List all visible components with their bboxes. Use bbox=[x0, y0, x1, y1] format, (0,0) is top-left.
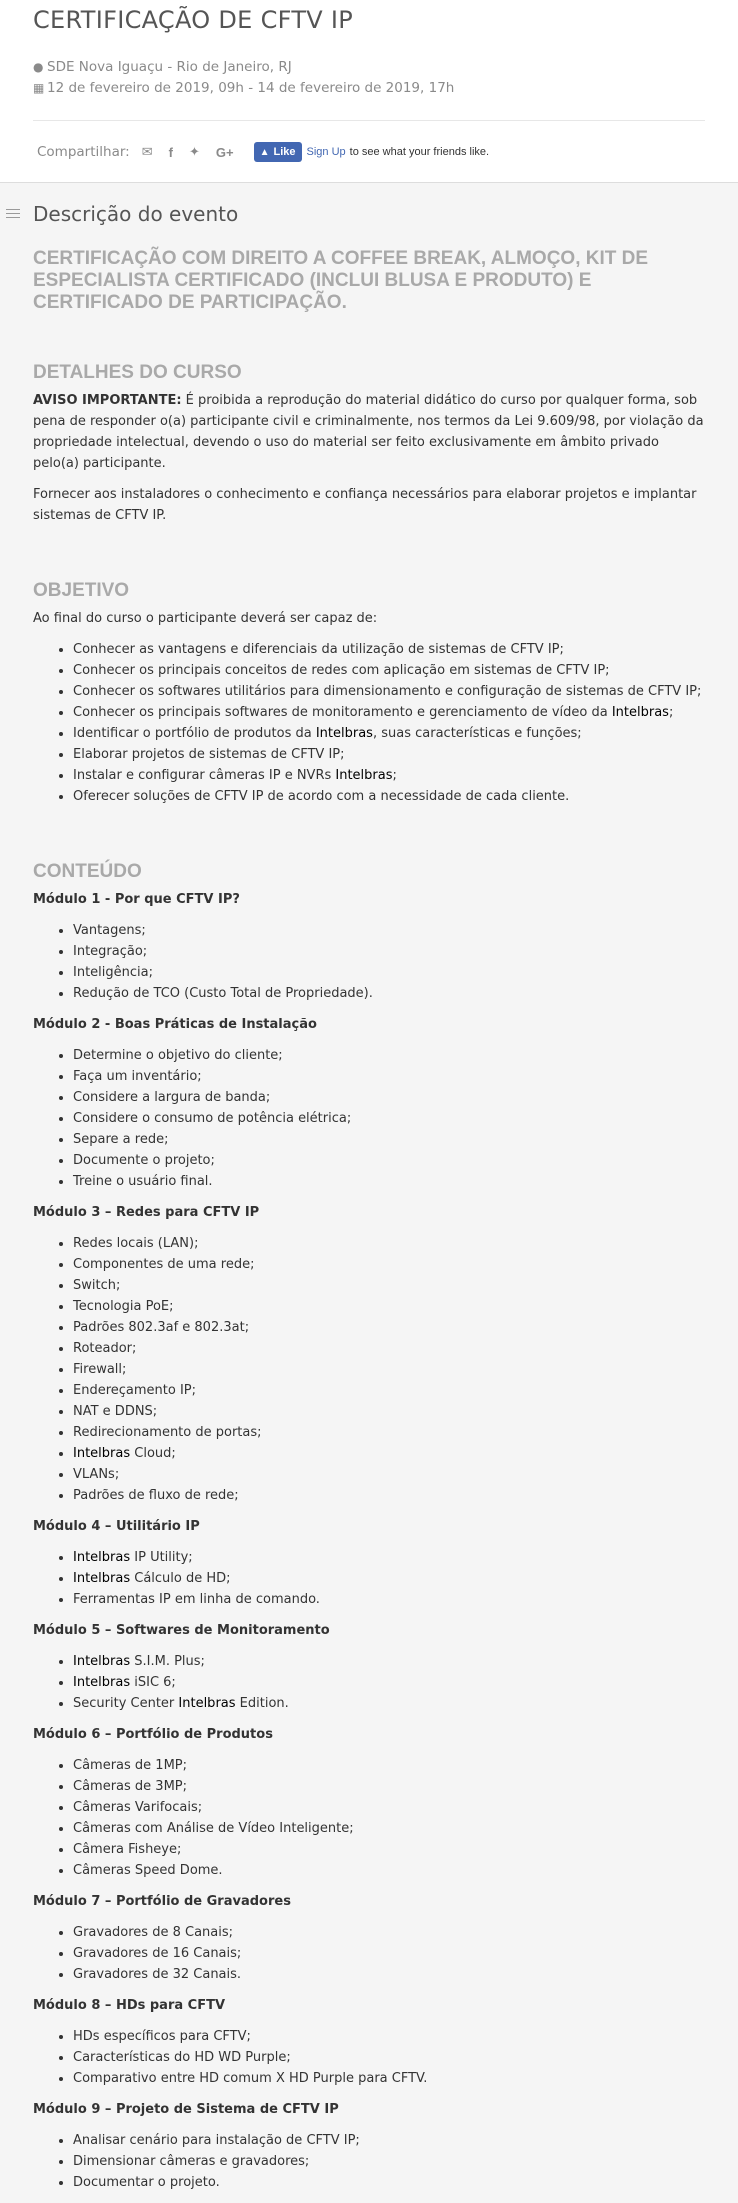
module-list bbox=[33, 1233, 708, 1506]
facebook-like-widget bbox=[254, 142, 489, 162]
item-text: Padrões de fluxo de rede; bbox=[73, 1488, 239, 1503]
list-item bbox=[73, 1797, 708, 1818]
item-text: Câmeras Speed Dome. bbox=[73, 1863, 223, 1878]
item-text: Treine o usuário final. bbox=[73, 1174, 213, 1189]
calendar-icon: ▦ bbox=[33, 81, 45, 95]
item-text: Documente o projeto; bbox=[73, 1153, 215, 1168]
list-item bbox=[73, 786, 708, 807]
list-item bbox=[73, 1296, 708, 1317]
module-title: Módulo 5 – Softwares de Monitoramento bbox=[33, 1623, 330, 1638]
item-text: Firewall; bbox=[73, 1362, 127, 1377]
facebook-like-button[interactable] bbox=[254, 142, 302, 162]
list-item bbox=[73, 1443, 708, 1464]
module-title: Módulo 2 - Boas Práticas de Instalação bbox=[33, 1017, 317, 1032]
item-text: Considere a largura de banda; bbox=[73, 1090, 271, 1105]
item-text: Redução de TCO (Custo Total de Propriedade). bbox=[73, 986, 373, 1001]
item-text: Ferramentas IP em linha de comando. bbox=[73, 1592, 320, 1607]
item-text: Considere o consumo de potência elétrica; bbox=[73, 1111, 352, 1126]
envelope-icon[interactable]: ✉ bbox=[141, 144, 153, 160]
module-list bbox=[33, 920, 708, 1004]
item-text: Roteador; bbox=[73, 1341, 137, 1356]
item-text: , suas características e funções; bbox=[372, 726, 582, 741]
modules-container bbox=[33, 889, 708, 2193]
twitter-icon[interactable]: ✦ bbox=[188, 144, 200, 160]
item-text: Conhecer os principais softwares de monitoramento e gerenciamento de vídeo da bbox=[73, 705, 612, 720]
list-item bbox=[73, 1776, 708, 1797]
list-item bbox=[73, 1233, 708, 1254]
list-item bbox=[73, 1422, 708, 1443]
list-item bbox=[73, 1108, 708, 1129]
item-text: Conhecer as vantagens e diferenciais da utilização de sistemas de CFTV IP; bbox=[73, 642, 564, 657]
list-item bbox=[73, 2026, 708, 2047]
list-item bbox=[73, 1943, 708, 1964]
date-text: 12 de fevereiro de 2019, 09h - 14 de fevereiro de 2019, 17h bbox=[47, 80, 455, 96]
brand-name: Intelbras bbox=[315, 726, 373, 741]
item-text: Padrões 802.3af e 802.3at; bbox=[73, 1320, 250, 1335]
item-text: Determine o objetivo do cliente; bbox=[73, 1048, 283, 1063]
brand-name: Intelbras bbox=[611, 705, 669, 720]
brand-name: Intelbras bbox=[178, 1696, 236, 1711]
list-item bbox=[73, 639, 708, 660]
item-text: Analisar cenário para instalação de CFTV IP; bbox=[73, 2133, 360, 2148]
item-text: Gravadores de 16 Canais; bbox=[73, 1946, 242, 1961]
list-item bbox=[73, 1547, 708, 1568]
module-list bbox=[33, 1547, 708, 1610]
module-title: Módulo 1 - Por que CFTV IP? bbox=[33, 892, 240, 907]
module-list bbox=[33, 1922, 708, 1985]
item-text: Câmeras de 1MP; bbox=[73, 1758, 188, 1773]
lead-heading: CERTIFICAÇÃO COM DIREITO A COFFEE BREAK, ALMOÇO, KIT DE ESPECIALISTA CERTIFICADO (INCLUI BLUSA E PRODUTO) E CERTIFICADO DE PARTICIPAÇÃO. bbox=[33, 248, 649, 313]
item-text: Inteligência; bbox=[73, 965, 153, 980]
event-header bbox=[0, 0, 738, 183]
item-text: Dimensionar câmeras e gravadores; bbox=[73, 2154, 310, 2169]
list-item bbox=[73, 681, 708, 702]
list-item bbox=[73, 1568, 708, 1589]
item-text: Security Center bbox=[73, 1696, 179, 1711]
item-text: Gravadores de 8 Canais; bbox=[73, 1925, 234, 1940]
item-text: Switch; bbox=[73, 1278, 121, 1293]
item-text: IP Utility; bbox=[130, 1550, 193, 1565]
list-item bbox=[73, 765, 708, 786]
list-item bbox=[73, 941, 708, 962]
fb-text: to see what your friends like. bbox=[349, 146, 490, 158]
notice-text: É proibida a reprodução do material didático do curso por qualquer forma, sob pena de responder o(a) participante civil e criminalmente, nos termos da Lei 9.609/98, por violação da propriedade intelectual, devendo o uso do material ser feito exclusivamente em âmbito privado pelo(a) participante. bbox=[33, 393, 704, 471]
event-location bbox=[33, 59, 292, 75]
objective-list bbox=[33, 639, 708, 807]
list-item bbox=[73, 1045, 708, 1066]
notice-paragraph bbox=[33, 390, 708, 474]
list-item bbox=[73, 2068, 708, 2089]
item-text: Redes locais (LAN); bbox=[73, 1236, 199, 1251]
list-item bbox=[73, 2047, 708, 2068]
module-title: Módulo 9 – Projeto de Sistema de CFTV IP bbox=[33, 2102, 339, 2117]
item-text: HDs específicos para CFTV; bbox=[73, 2029, 251, 2044]
list-item bbox=[73, 1485, 708, 1506]
item-text: VLANs; bbox=[73, 1467, 120, 1482]
location-text: SDE Nova Iguaçu - Rio de Janeiro, RJ bbox=[47, 59, 292, 75]
module-list bbox=[33, 1651, 708, 1714]
list-item bbox=[73, 702, 708, 723]
list-item bbox=[73, 1359, 708, 1380]
objective-heading: OBJETIVO bbox=[33, 580, 130, 601]
item-text: Oferecer soluções de CFTV IP de acordo com a necessidade de cada cliente. bbox=[73, 789, 570, 804]
content-heading: CONTEÚDO bbox=[33, 861, 142, 882]
module-title: Módulo 4 – Utilitário IP bbox=[33, 1519, 200, 1534]
list-item bbox=[73, 1275, 708, 1296]
brand-name: Intelbras bbox=[335, 768, 393, 783]
page-title: CERTIFICAÇÃO DE CFTV IP bbox=[33, 6, 354, 34]
list-item bbox=[73, 1589, 708, 1610]
event-date bbox=[33, 80, 454, 96]
list-item bbox=[73, 1317, 708, 1338]
list-item bbox=[73, 1755, 708, 1776]
objective-intro: Ao final do curso o participante deverá ser capaz de: bbox=[33, 611, 378, 626]
list-item bbox=[73, 1254, 708, 1275]
module-title: Módulo 3 – Redes para CFTV IP bbox=[33, 1205, 260, 1220]
item-text: Integração; bbox=[73, 944, 148, 959]
brand-name: Intelbras bbox=[73, 1675, 131, 1690]
list-item bbox=[73, 1922, 708, 1943]
item-text: Câmeras com Análise de Vídeo Inteligente; bbox=[73, 1821, 354, 1836]
list-item bbox=[73, 920, 708, 941]
section-title: Descrição do evento bbox=[33, 202, 239, 226]
list-item bbox=[73, 723, 708, 744]
list-item bbox=[73, 983, 708, 1004]
item-text: Câmera Fisheye; bbox=[73, 1842, 182, 1857]
list-item bbox=[73, 2172, 708, 2193]
item-text: Elaborar projetos de sistemas de CFTV IP; bbox=[73, 747, 345, 762]
item-text: Câmeras de 3MP; bbox=[73, 1779, 188, 1794]
list-item bbox=[73, 1818, 708, 1839]
list-item bbox=[73, 1066, 708, 1087]
item-text: NAT e DDNS; bbox=[73, 1404, 158, 1419]
item-text: iSIC 6; bbox=[130, 1675, 176, 1690]
facebook-icon[interactable]: f bbox=[168, 144, 173, 160]
list-item bbox=[73, 1150, 708, 1171]
list-item bbox=[73, 744, 708, 765]
list-item bbox=[73, 1464, 708, 1485]
list-item bbox=[73, 1693, 708, 1714]
item-text: Vantagens; bbox=[73, 923, 146, 938]
item-text: Identificar o portfólio de produtos da bbox=[73, 726, 316, 741]
item-text: S.I.M. Plus; bbox=[130, 1654, 205, 1669]
item-text: Edition. bbox=[235, 1696, 289, 1711]
item-text: Gravadores de 32 Canais. bbox=[73, 1967, 242, 1982]
module-list bbox=[33, 1045, 708, 1192]
list-item bbox=[73, 1839, 708, 1860]
item-text: Instalar e configurar câmeras IP e NVRs bbox=[73, 768, 336, 783]
item-text: Conhecer os principais conceitos de redes com aplicação em sistemas de CFTV IP; bbox=[73, 663, 610, 678]
share-label: Compartilhar: bbox=[37, 144, 130, 160]
module-list bbox=[33, 1755, 708, 1881]
module-list bbox=[33, 2026, 708, 2089]
list-item bbox=[73, 1129, 708, 1150]
list-item bbox=[73, 1672, 708, 1693]
fb-signup-link[interactable]: Sign Up bbox=[306, 146, 346, 158]
item-text: Conhecer os softwares utilitários para dimensionamento e configuração de sistemas de CFTV IP; bbox=[73, 684, 702, 699]
list-item bbox=[73, 660, 708, 681]
google-plus-icon[interactable]: G+ bbox=[215, 144, 234, 160]
module-list bbox=[33, 2130, 708, 2193]
list-item bbox=[73, 962, 708, 983]
item-text: Endereçamento IP; bbox=[73, 1383, 197, 1398]
item-text: ; bbox=[392, 768, 397, 783]
item-text: Faça um inventário; bbox=[73, 1069, 202, 1084]
brand-name: Intelbras bbox=[73, 1654, 131, 1669]
list-item bbox=[73, 1338, 708, 1359]
details-paragraph: Fornecer aos instaladores o conhecimento e confiança necessários para elaborar projetos e implantar sistemas de CFTV IP. bbox=[33, 487, 697, 523]
list-icon bbox=[6, 209, 20, 221]
brand-name: Intelbras bbox=[73, 1446, 131, 1461]
list-item bbox=[73, 1651, 708, 1672]
divider bbox=[33, 120, 705, 121]
item-text: Câmeras Varifocais; bbox=[73, 1800, 203, 1815]
share-bar bbox=[37, 142, 489, 162]
map-marker-icon: ● bbox=[33, 60, 44, 74]
list-item bbox=[73, 1964, 708, 1985]
item-text: Características do HD WD Purple; bbox=[73, 2050, 291, 2065]
item-text: Documentar o projeto. bbox=[73, 2175, 220, 2190]
item-text: ; bbox=[668, 705, 674, 720]
list-item bbox=[73, 1380, 708, 1401]
event-description bbox=[33, 248, 708, 2203]
brand-name: Intelbras bbox=[73, 1571, 131, 1586]
list-item bbox=[73, 1401, 708, 1422]
list-item bbox=[73, 2130, 708, 2151]
module-title: Módulo 7 – Portfólio de Gravadores bbox=[33, 1894, 291, 1909]
item-text: Cálculo de HD; bbox=[130, 1571, 231, 1586]
list-item bbox=[73, 1087, 708, 1108]
item-text: Tecnologia PoE; bbox=[73, 1299, 174, 1314]
details-heading: DETALHES DO CURSO bbox=[33, 362, 242, 383]
notice-label: AVISO IMPORTANTE: bbox=[33, 393, 182, 408]
fb-like-label: Like bbox=[273, 146, 296, 158]
thumbs-up-icon: ▲ bbox=[259, 146, 270, 158]
item-text: Cloud; bbox=[130, 1446, 176, 1461]
list-item bbox=[73, 2151, 708, 2172]
brand-name: Intelbras bbox=[73, 1550, 131, 1565]
module-title: Módulo 6 – Portfólio de Produtos bbox=[33, 1727, 273, 1742]
item-text: Comparativo entre HD comum X HD Purple para CFTV. bbox=[73, 2071, 428, 2086]
list-item bbox=[73, 1860, 708, 1881]
item-text: Redirecionamento de portas; bbox=[73, 1425, 262, 1440]
list-item bbox=[73, 1171, 708, 1192]
module-title: Módulo 8 – HDs para CFTV bbox=[33, 1998, 226, 2013]
item-text: Componentes de uma rede; bbox=[73, 1257, 255, 1272]
item-text: Separe a rede; bbox=[73, 1132, 169, 1147]
